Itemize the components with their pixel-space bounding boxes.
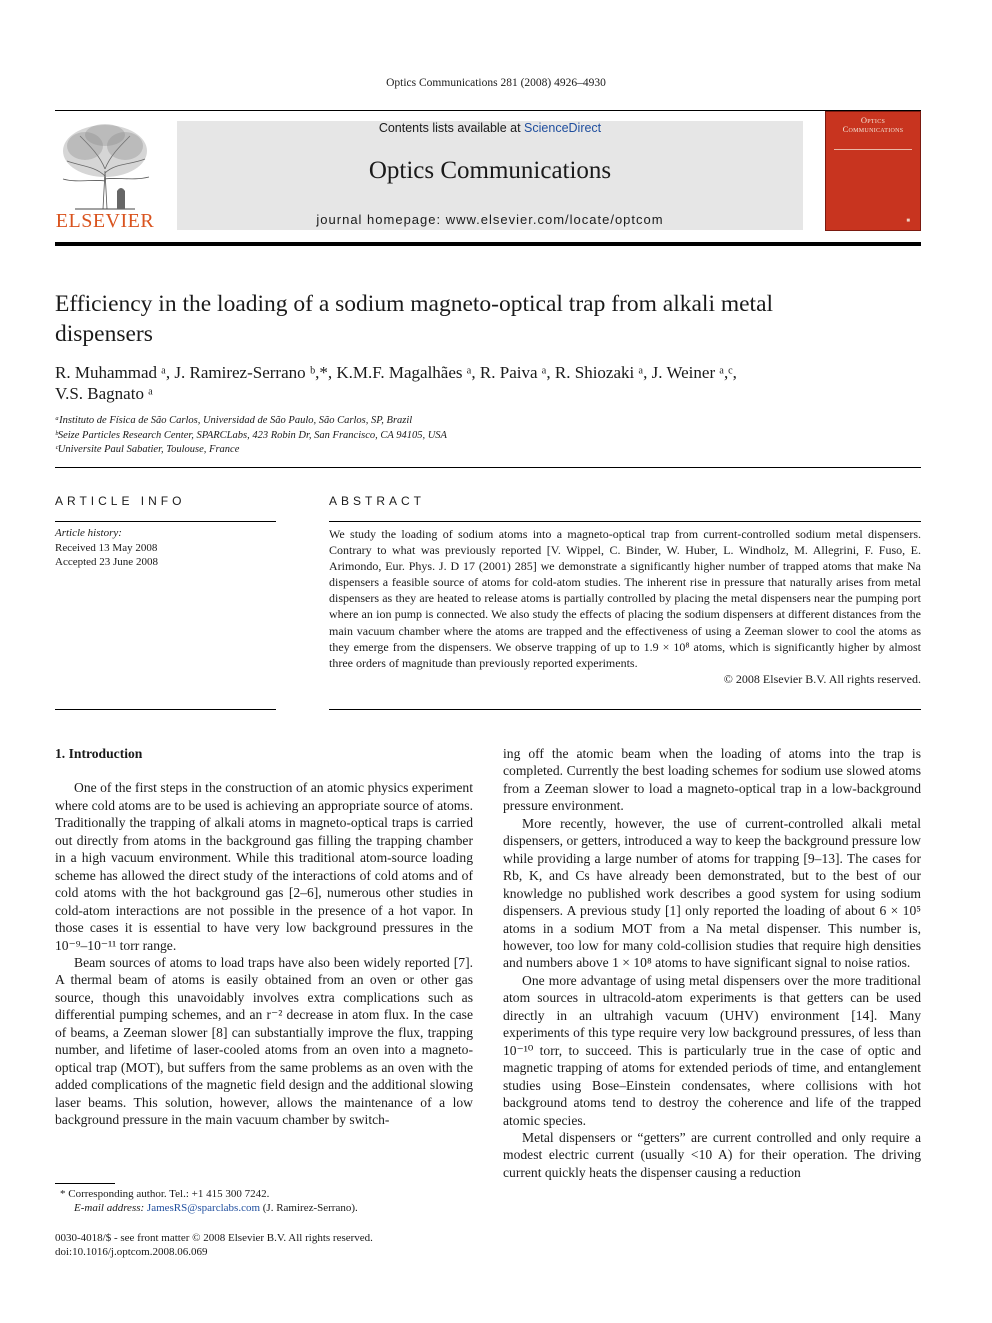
publication-info	[55, 1231, 555, 1259]
affiliation-a: ᵃInstituto de Física de São Carlos, Universidad de São Paulo, São Carlos, SP, Brazil	[55, 415, 413, 426]
journal-homepage[interactable]: journal homepage: www.elsevier.com/locate/optcom	[316, 212, 664, 227]
authors-line-1: R. Muhammad ᵃ, J. Ramirez-Serrano ᵇ,*, K.M.F. Magalhães ᵃ, R. Paiva ᵃ, R. Shiozaki ᵃ, J. Weiner ᵃ,ᶜ,	[55, 363, 737, 382]
affiliations-rule	[55, 467, 921, 468]
abstract-top-rule	[329, 521, 921, 522]
right-paragraph-3: Metal dispensers or “getters” are current controlled and only require a modest electric current (usually <10 A) for their operation. The driving current quickly heats the dispenser causing a reduction	[503, 1129, 921, 1180]
elsevier-tree-icon	[55, 121, 155, 211]
abstract-body	[329, 526, 921, 687]
article-info-rule	[55, 521, 276, 522]
history-label: Article history:	[55, 527, 122, 539]
authors-line-2: V.S. Bagnato ᵃ	[55, 384, 153, 403]
cover-title-line1: Optics	[860, 115, 886, 125]
copyright: © 2008 Elsevier B.V. All rights reserved.	[723, 671, 921, 686]
email-link[interactable]: JamesRS@sparclabs.com	[146, 1202, 261, 1214]
footnote-rule	[55, 1183, 115, 1184]
abstract-text: We study the loading of sodium atoms into a magneto-optical trap from current-controlled sodium metal dispensers. Contrary to what was previously reported [V. Wippel, C. Binder, W. Huber, L. Windholz, M. Allegrini, F. Fuso, E. Arimondo, Eur. Phys. J. D 17 (2001) 285] we demonstrate a significantly higher number of trapped atoms that make Na dispensers a feasible source of atoms for cold-atom studies. The inherent rise in pressure that naturally arises from metal dispensers as they are heated to release atoms is partially controlled by placing the metal dispensers near the pumping port where an ion pump is connected. We also study the effects of placing the sodium dispensers at different distances from the main vacuum chamber where the atoms are trapped and the effectiveness of using a Zeeman slower to cool the atoms as they emerge from the dispensers. We observe trapping of up to 1.9 × 10⁸ atoms, which is significantly higher by almost three orders of magnitude than previously reported experiments.	[329, 527, 921, 670]
affiliation-b: ᵇSeize Particles Research Center, SPARCLabs, 423 Robin Dr, San Francisco, CA 94105, USA	[55, 430, 447, 441]
doi-line[interactable]: doi:10.1016/j.optcom.2008.06.069	[55, 1246, 208, 1258]
received-date: Received 13 May 2008	[55, 541, 158, 554]
cover-divider	[834, 149, 912, 150]
journal-name: Optics Communications	[368, 157, 612, 184]
email-label: E-mail address:	[74, 1202, 145, 1214]
accepted-date: Accepted 23 June 2008	[55, 556, 158, 568]
header-bottom-rule	[55, 242, 921, 246]
continued-paragraph: ing off the atomic beam when the loading of atoms into the trap is completed. Currently the best loading schemes for sodium use slowed atoms from a Zeeman slower to load a magneto-optical trap in a low-background pressure environment.	[503, 746, 921, 814]
elsevier-wordmark[interactable]: ELSEVIER	[55, 210, 155, 232]
contents-prefix: Contents lists available at	[378, 121, 521, 135]
email-line	[60, 1201, 478, 1215]
article-title: Efficiency in the loading of a sodium magneto-optical trap from alkali metal dispensers	[55, 291, 774, 347]
header-top-rule	[55, 110, 921, 111]
cover-publisher-mark: ■	[906, 218, 910, 224]
section-heading: 1. Introduction	[55, 746, 143, 761]
footnotes	[60, 1187, 478, 1215]
body-left-column	[55, 745, 473, 1129]
abstract-heading: ABSTRACT	[329, 494, 426, 508]
body-right-column	[503, 745, 921, 1181]
email-suffix: (J. Ramirez-Serrano).	[262, 1202, 358, 1214]
abstract-bottom-rule	[329, 709, 921, 710]
journal-cover-thumbnail[interactable]	[826, 112, 920, 230]
right-paragraph-1: More recently, however, the use of current-controlled alkali metal dispensers, or getters, introduced a way to keep the background pressure low while providing a large number of atoms for trapping [9–13]. The cases for Rb, K, and Cs have already been demonstrated, but to the best of our knowledge no published work describes a good system for using sodium dispensers. A previous study [1] only reported the loading of about 6 × 10⁵ atoms in a sodium MOT from a Na metal dispenser. This number is, however, too low for many cold-collision studies that require high densities and numbers above 1 × 10⁸ atoms to have significant signal to noise ratios.	[503, 815, 921, 971]
intro-paragraph-1: One of the first steps in the construction of an atomic physics experiment where cold atoms are to be used is achieving an appropriate source of atoms. Traditionally the trapping of alkali atoms in magneto-optical traps is carried out directly from atoms in the background gas filling the trapping chamber in a high vacuum environment. While this traditional atom-source loading scheme has allowed the direct study of the interactions of cold atoms and of cold atoms with the hot background gas [2–6], numerous other studies in cold-atom interactions are not possible in the presence of a hot vapor. In those cases it is essential to have very low background pressures in the 10⁻⁹–10⁻¹¹ torr range.	[55, 780, 473, 953]
right-paragraph-2: One more advantage of using metal dispensers over the more traditional atom sources in ultracold-atom experiments is that getters can be used directly in an ultrahigh vacuum (UHV) environment [14]. Many experiments of this type require very low background pressures, of less than 10⁻¹⁰ torr, to succeed. This is particularly true in the case of optic and magnetic trapping of atoms for extended periods of time, and entanglement studies using Bose–Einstein condensates, where collisions with hot background atoms tend to destroy the coherence and life of the trapped atomic species.	[503, 972, 921, 1128]
cover-title-line2: Communications	[842, 124, 904, 134]
article-info-heading: ARTICLE INFO	[55, 494, 186, 508]
affiliation-c: ᶜUniversite Paul Sabatier, Toulouse, France	[55, 444, 240, 455]
author-list	[55, 362, 925, 404]
issn-line: 0030-4018/$ - see front matter © 2008 Elsevier B.V. All rights reserved.	[55, 1232, 373, 1244]
journal-citation: Optics Communications 281 (2008) 4926–4930	[386, 77, 606, 89]
sciencedirect-link[interactable]: ScienceDirect	[524, 121, 602, 135]
corresponding-author-note: * Corresponding author. Tel.: +1 415 300 7242.	[60, 1188, 270, 1200]
intro-paragraph-2: Beam sources of atoms to load traps have also been widely reported [7]. A thermal beam of atoms is easily obtained from an oven or other gas source, though this unavoidably involves extra complications such as differential pumping schemes, and an r⁻² decrease in atom flux. In the case of beams, a Zeeman slower [8] can substantially improve the flux, trapping number, and lifetime of laser-cooled atoms from an oven into a magneto-optical trap (MOT), but suffers from the same problems as an oven with the added complications of the magnetic field design and the additional slowing laser beams. This solution, however, allows the maintenance of a low background pressure in the main vacuum chamber by switch-	[55, 954, 473, 1128]
article-info-bottom-rule	[55, 709, 276, 710]
contents-line	[177, 121, 803, 135]
article-history	[55, 526, 276, 570]
